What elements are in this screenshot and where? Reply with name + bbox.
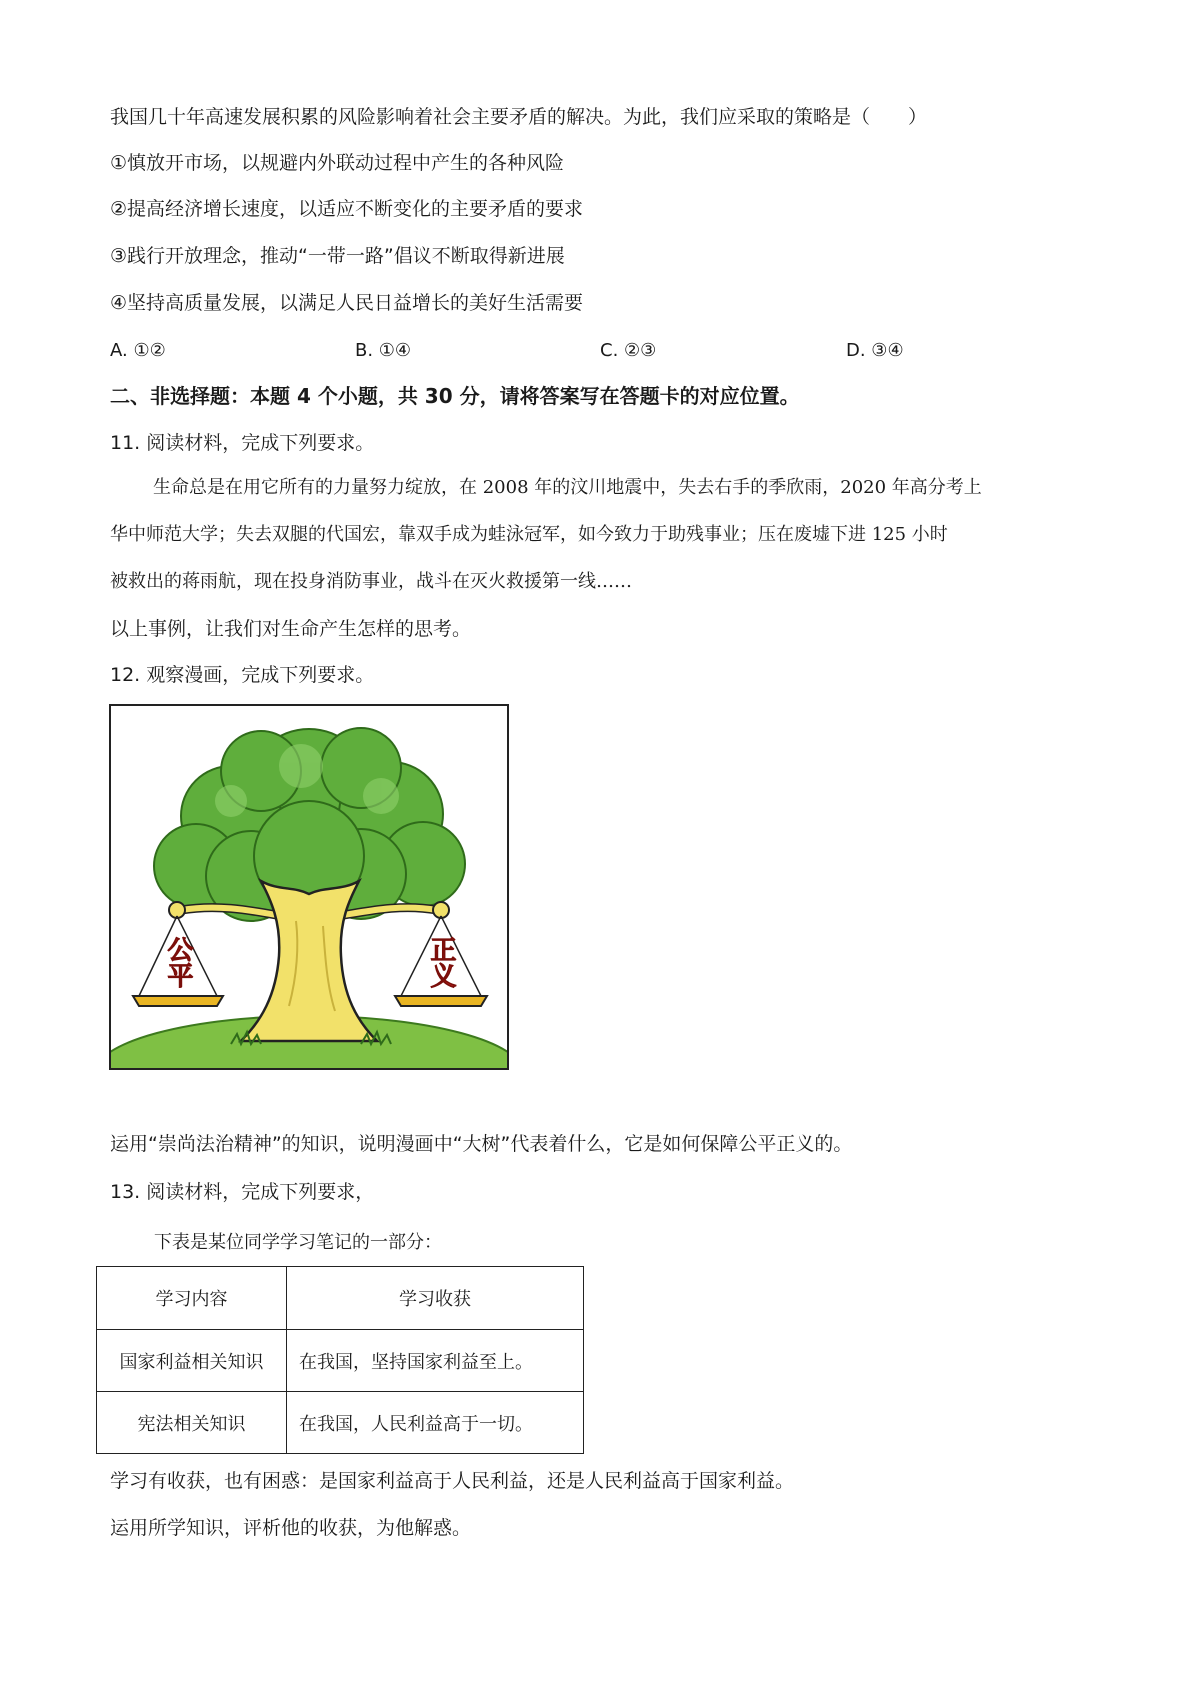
q13-intro: 下表是某位同学学习笔记的一部分：: [154, 1232, 442, 1253]
q11-material-line-1: 生命总是在用它所有的力量努力绽放，在 2008 年的汶川地震中，失去右手的季欣雨，2020 年高分考上: [153, 477, 982, 498]
section2-heading: 二、非选择题：本题 4 个小题，共 30 分，请将答案写在答题卡的对应位置。: [110, 384, 800, 408]
q11-material-line-3: 被救出的蒋雨航，现在投身消防事业，战斗在灭火救援第一线……: [110, 571, 632, 592]
left-scale-pan: [133, 996, 223, 1006]
right-pan-label: 正义: [426, 936, 456, 988]
q11-title: 11. 阅读材料，完成下列要求。: [110, 432, 375, 454]
cartoon-drawing: [111, 706, 507, 1068]
table-header-cell: 学习收获: [287, 1267, 584, 1330]
left-pan-label: 公平: [163, 936, 193, 988]
q10-option-b: B. ①④: [355, 340, 412, 361]
justice-tree-cartoon: [109, 704, 509, 1070]
q13-question: 运用所学知识，评析他的收获，为他解惑。: [110, 1517, 472, 1539]
q11-material-line-2: 华中师范大学；失去双腿的代国宏，靠双手成为蛙泳冠军，如今致力于助残事业；压在废墟下进 125 小时: [110, 524, 948, 545]
table-cell: 国家利益相关知识: [97, 1330, 287, 1392]
q10-item-4: ④坚持高质量发展，以满足人民日益增长的美好生活需要: [110, 292, 584, 314]
q10-option-c: C. ②③: [600, 340, 657, 361]
right-scale-pan: [395, 996, 487, 1006]
table-row: [97, 1330, 584, 1392]
q11-question: 以上事例，让我们对生命产生怎样的思考。: [110, 618, 472, 640]
table-cell: 在我国，人民利益高于一切。: [287, 1392, 584, 1454]
table-row: [97, 1392, 584, 1454]
q10-item-3: ③践行开放理念，推动“一带一路”倡议不断取得新进展: [110, 245, 565, 267]
table-header-cell: 学习内容: [97, 1267, 287, 1330]
table-header-row: [97, 1267, 584, 1330]
q10-item-2: ②提高经济增长速度，以适应不断变化的主要矛盾的要求: [110, 198, 584, 220]
q13-title: 13. 阅读材料，完成下列要求，: [110, 1181, 375, 1203]
q10-item-1: ①慎放开市场，以规避内外联动过程中产生的各种风险: [110, 152, 565, 174]
left-hand: [169, 902, 185, 918]
q12-question: 运用“崇尚法治精神”的知识，说明漫画中“大树”代表着什么，它是如何保障公平正义的。: [110, 1133, 853, 1155]
q10-stem: 我国几十年高速发展积累的风险影响着社会主要矛盾的解决。为此，我们应采取的策略是（ ）: [110, 106, 928, 128]
q13-confusion: 学习有收获，也有困惑：是国家利益高于人民利益，还是人民利益高于国家利益。: [110, 1470, 795, 1492]
right-hand: [433, 902, 449, 918]
q12-title: 12. 观察漫画，完成下列要求。: [110, 664, 375, 686]
table-cell: 在我国，坚持国家利益至上。: [287, 1330, 584, 1392]
right-scale: [395, 916, 487, 1006]
left-scale: [133, 916, 223, 1006]
q10-option-a: A. ①②: [110, 340, 166, 361]
q10-option-d: D. ③④: [846, 340, 904, 361]
table-cell: 宪法相关知识: [97, 1392, 287, 1454]
study-notes-table: [96, 1266, 584, 1454]
